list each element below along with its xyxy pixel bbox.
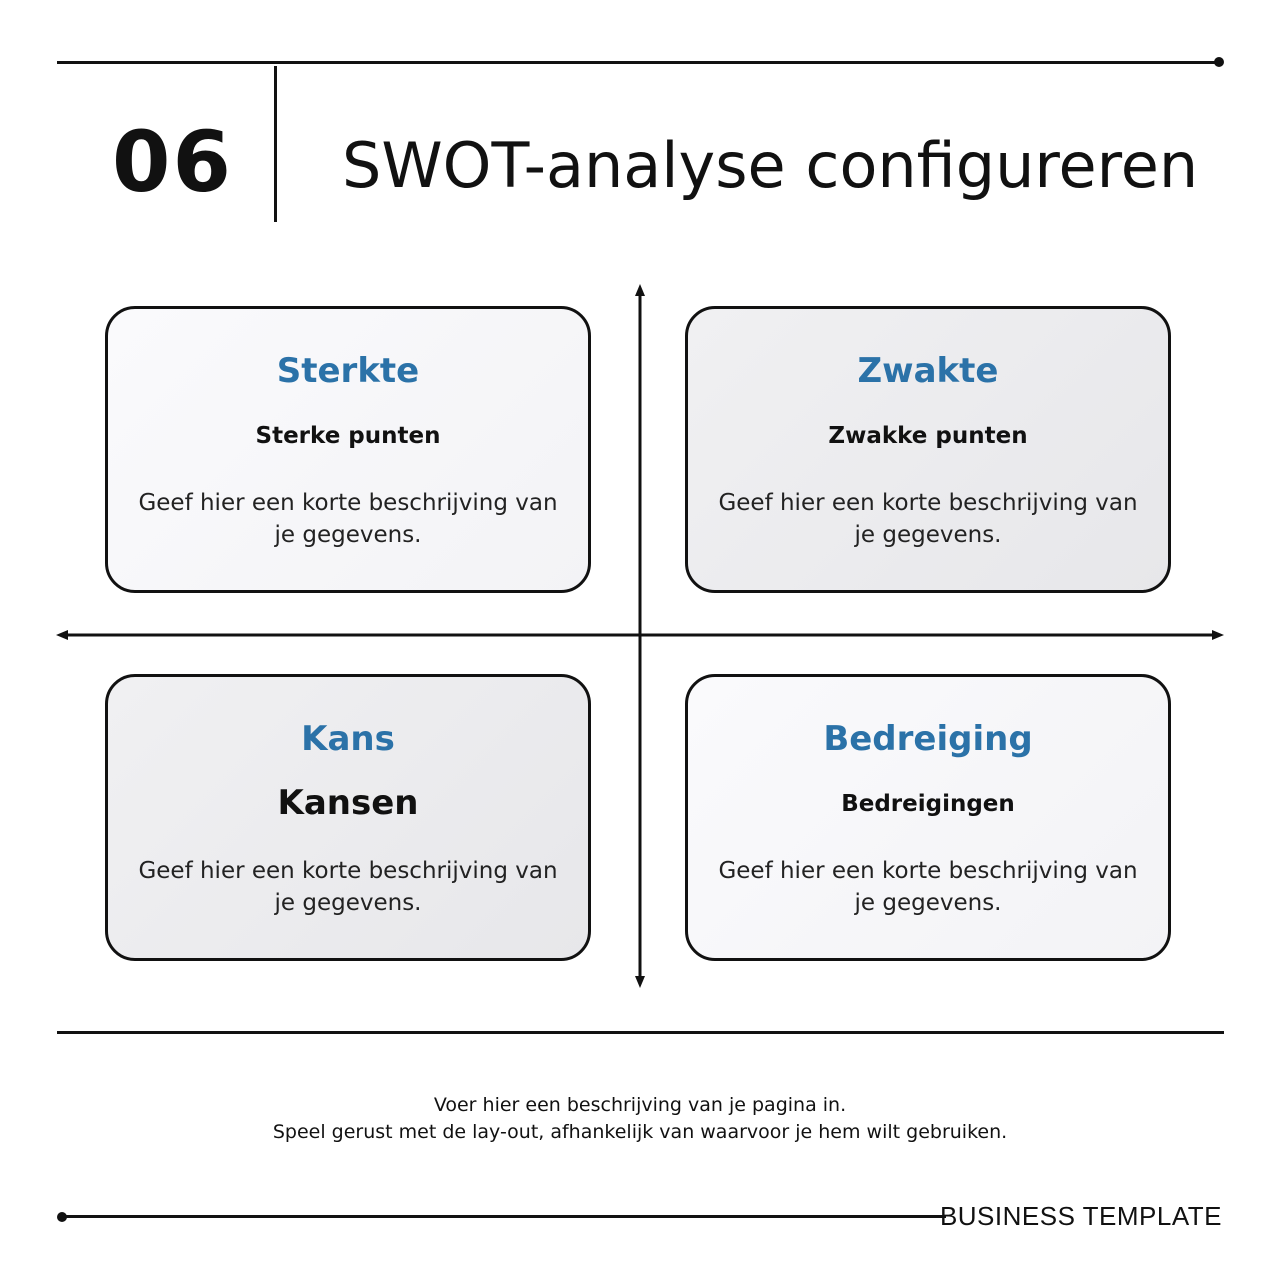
opportunity-title: Kans [301, 719, 395, 759]
threat-description: Geef hier een korte beschrijving van je gegevens. [718, 858, 1138, 916]
page-title: SWOT-analyse configureren [342, 129, 1199, 202]
weakness-card [685, 306, 1171, 593]
page-description-line1: Voer hier een beschrijving van je pagina in. [433, 1094, 847, 1116]
page-description [140, 1092, 1140, 1146]
weakness-description: Geef hier een korte beschrijving van je gegevens. [718, 490, 1138, 548]
page-number: 06 [112, 113, 233, 211]
opportunity-description: Geef hier een korte beschrijving van je gegevens. [138, 858, 558, 916]
page-description-line2: Speel gerust met de lay-out, afhankelijk van waarvoor je hem wilt gebruiken. [272, 1121, 1008, 1143]
threat-title: Bedreiging [823, 719, 1033, 759]
opportunity-card [105, 674, 591, 961]
strength-subtitle: Sterke punten [255, 423, 441, 449]
strength-title: Sterkte [276, 351, 420, 391]
weakness-subtitle: Zwakke punten [828, 423, 1028, 449]
axis-arrow-left [56, 630, 68, 640]
threat-subtitle: Bedreigingen [841, 791, 1015, 817]
strength-card [105, 306, 591, 593]
axis-arrow-down [635, 976, 645, 988]
strength-description: Geef hier een korte beschrijving van je gegevens. [138, 490, 558, 548]
bottom-rule [62, 1215, 946, 1218]
weakness-title: Zwakte [857, 351, 999, 391]
threat-card [685, 674, 1171, 961]
axis-arrow-up [635, 284, 645, 296]
opportunity-subtitle: Kansen [277, 783, 419, 823]
bottom-section-rule [57, 1031, 1224, 1034]
axis-arrow-right [1212, 630, 1224, 640]
brand-label: BUSINESS TEMPLATE [939, 1201, 1222, 1231]
